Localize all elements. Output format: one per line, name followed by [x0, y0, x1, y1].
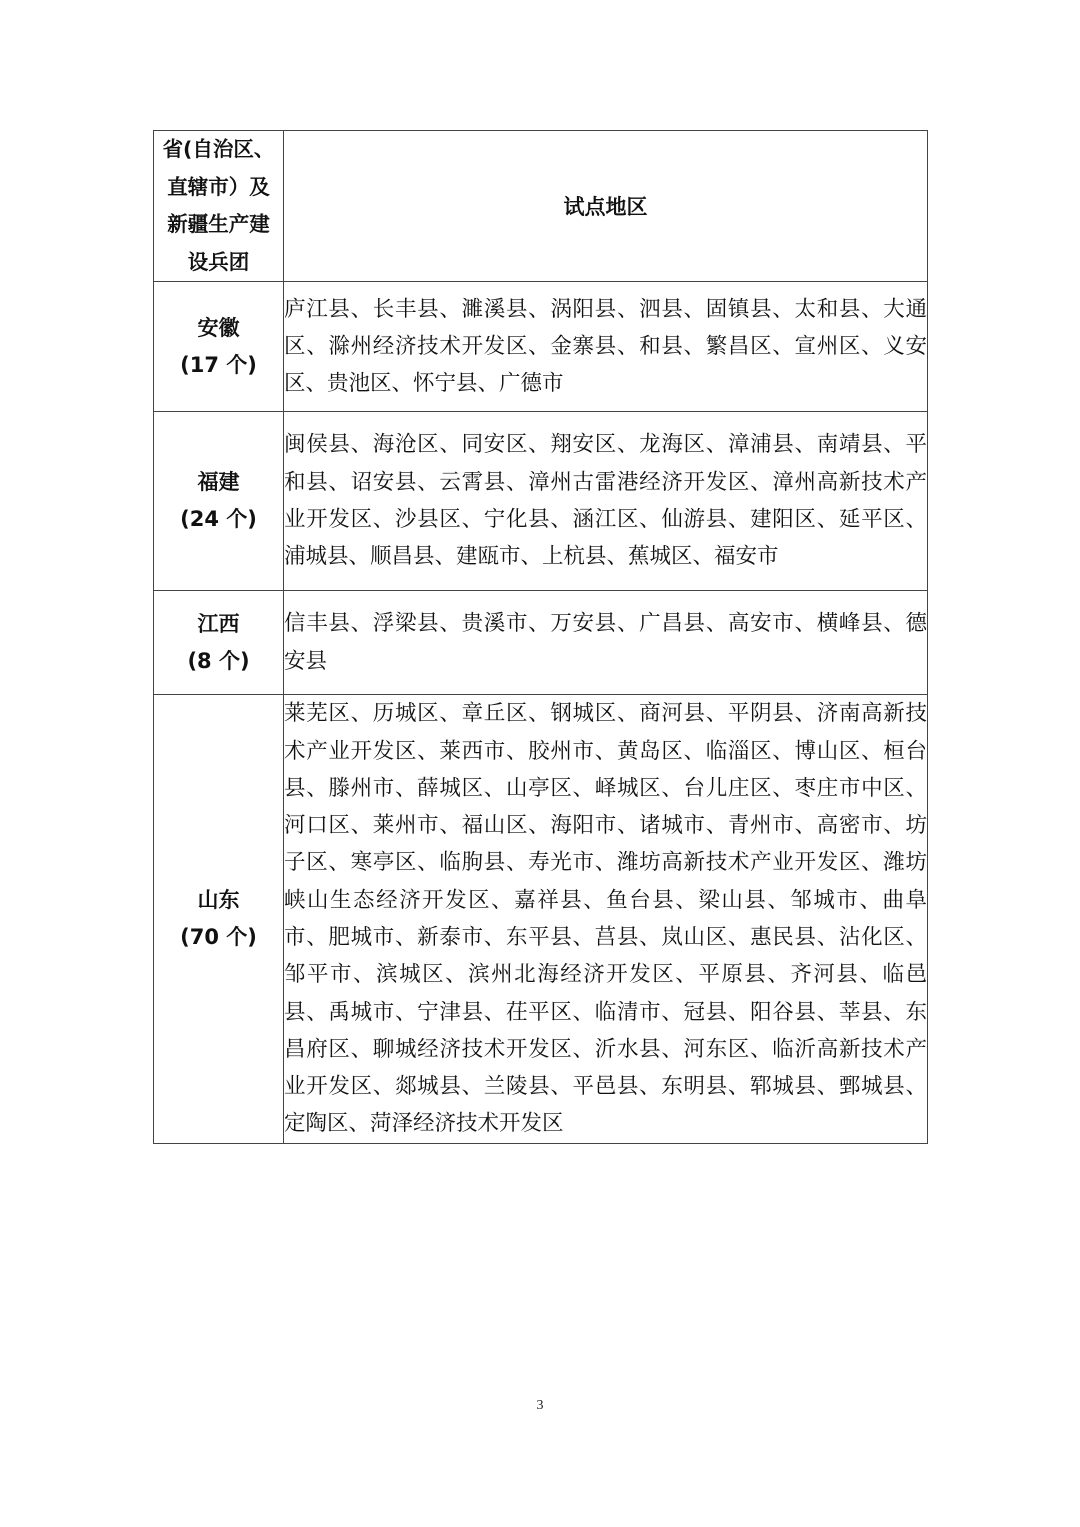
province-cell: [154, 591, 284, 695]
areas-cell: 闽侯县、海沧区、同安区、翔安区、龙海区、漳浦县、南靖县、平和县、诏安县、云霄县、漳州古雷港经济开发区、漳州高新技术产业开发区、沙县区、宁化县、涵江区、仙游县、建阳区、延平区、浦城县、顺昌县、建瓯市、上杭县、蕉城区、福安市: [284, 412, 928, 591]
table-row: [154, 282, 928, 412]
page-number: 3: [536, 1398, 544, 1413]
province-count: (17 个): [180, 352, 257, 377]
areas-cell: 庐江县、长丰县、濉溪县、涡阳县、泗县、固镇县、太和县、大通区、滁州经济技术开发区、金寨县、和县、繁昌区、宣州区、义安区、贵池区、怀宁县、广德市: [284, 282, 928, 412]
province-count: (24 个): [180, 507, 257, 531]
header-province-line: 直辖市）及: [167, 174, 270, 199]
table-row: [154, 591, 928, 695]
province-name: 江西: [197, 611, 240, 636]
province-cell: [154, 412, 284, 591]
header-province-line: 新疆生产建: [167, 212, 270, 236]
header-province-line: 设兵团: [187, 249, 250, 274]
areas-cell: 莱芜区、历城区、章丘区、钢城区、商河县、平阴县、济南高新技术产业开发区、莱西市、胶州市、黄岛区、临淄区、博山区、桓台县、滕州市、薛城区、山亭区、峄城区、台儿庄区、枣庄市中区、河口区、莱州市、福山区、海阳市、诸城市、青州市、高密市、坊子区、寒亭区、临朐县、寿光市、潍坊高新技术产业开发区、潍坊峡山生态经济开发区、嘉祥县、鱼台县、梁山县、邹城市、曲阜市、肥城市、新泰市、东平县、莒县、岚山区、惠民县、沾化区、邹平市、滨城区、滨州北海经济开发区、平原县、齐河县、临邑县、禹城市、宁津县、茌平区、临清市、冠县、阳谷县、莘县、东昌府区、聊城经济技术开发区、沂水县、河东区、临沂高新技术产业开发区、郯城县、兰陵县、平邑县、东明县、郓城县、鄄城县、定陶区、菏泽经济技术开发区: [284, 695, 928, 1144]
province-cell: [154, 282, 284, 412]
province-count: (70 个): [180, 925, 257, 949]
pilot-areas-table: [153, 130, 928, 1144]
table-header-row: [154, 131, 928, 282]
province-cell: [154, 695, 284, 1144]
table-row: [154, 695, 928, 1144]
header-province-line: 省(自治区、: [162, 137, 275, 161]
header-pilot-areas: 试点地区: [284, 131, 928, 282]
province-name: 福建: [197, 470, 240, 494]
province-name: 山东: [197, 888, 240, 912]
province-count: (8 个): [187, 648, 250, 673]
header-province: [154, 131, 284, 282]
areas-cell: 信丰县、浮梁县、贵溪市、万安县、广昌县、高安市、横峰县、德安县: [284, 591, 928, 695]
province-name: 安徽: [197, 315, 240, 340]
table-row: [154, 412, 928, 591]
